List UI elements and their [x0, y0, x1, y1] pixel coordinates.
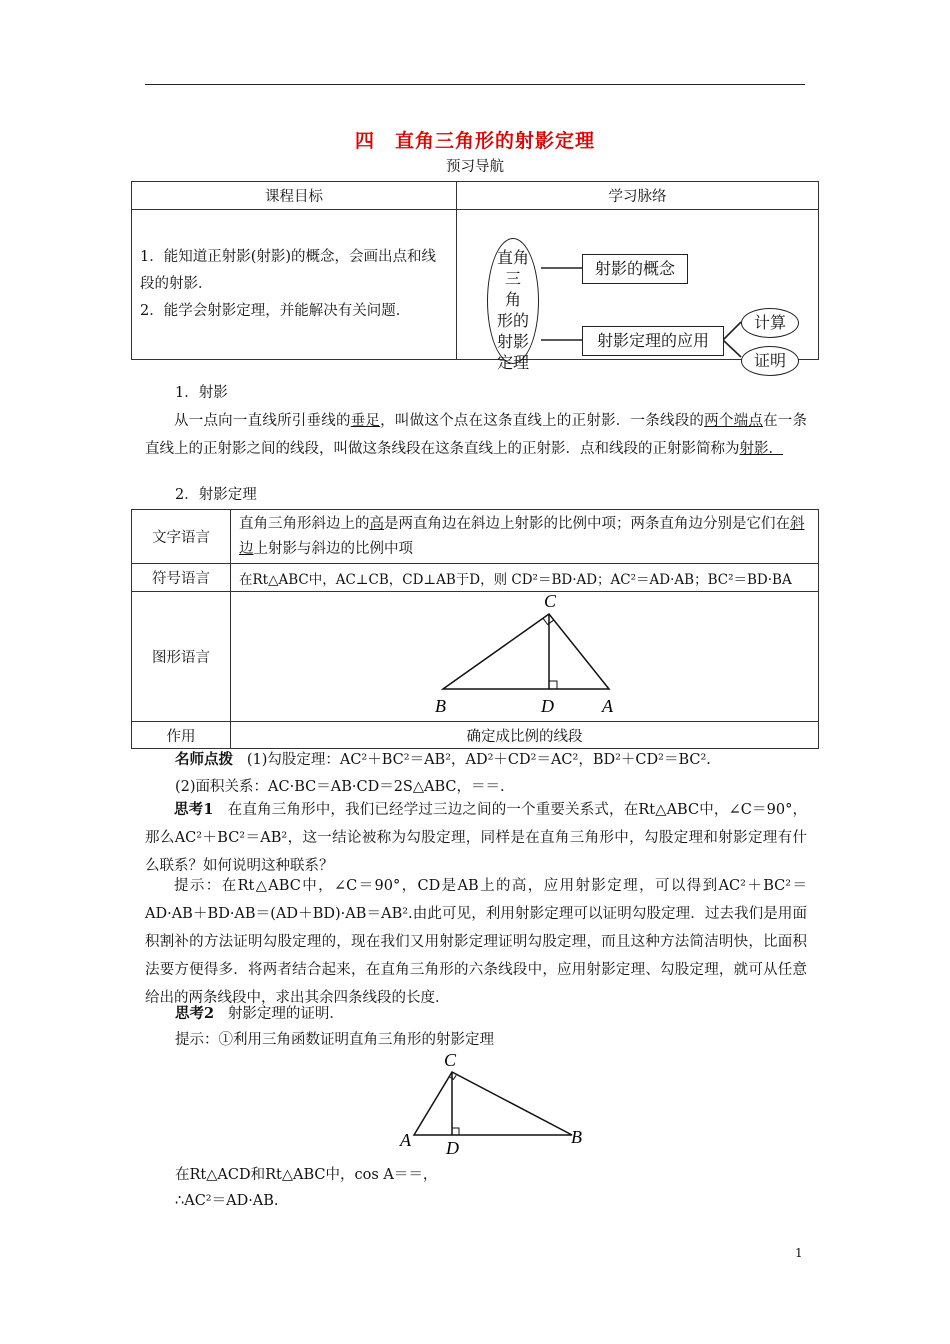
think1-text: 在直角三角形中，我们已经学过三边之间的一个重要关系式，在Rt△ABC中，∠C＝90°，那么AC²＋BC²＝AB²，这一结论被称为勾股定理，同样是在直角三角形中，勾股定理和射影定理有什么联系？如何说明这种联系？: [145, 802, 808, 874]
label-a: A: [400, 1130, 411, 1150]
text: 直角三角形斜边上的: [239, 515, 370, 532]
underlined-term: 斜边: [239, 515, 805, 557]
nav-col2-header: 学习脉络: [457, 182, 819, 210]
learning-map: [457, 210, 819, 372]
text: 上射影与斜边的比例中项: [253, 540, 413, 557]
think2-line-2: ∴AC²＝AD·AB.: [175, 1193, 279, 1209]
think2-question: [175, 1002, 344, 1023]
map-node-projection-concept: 射影的概念: [582, 254, 688, 284]
section2-heading: 2．射影定理: [175, 487, 257, 503]
row-label-text-language: 文字语言: [132, 510, 231, 564]
map-center-ellipse: [487, 238, 539, 372]
course-goals: [132, 210, 457, 360]
text: 在一条直线上的正射影之间的线段，叫做这条线段在这条直线上的正射影．点和线段的正射影简称为: [145, 413, 808, 457]
page-number: 1: [795, 1246, 803, 1260]
page-subtitle: 预习导航: [446, 159, 504, 175]
page-title: 四 直角三角形的射影定理: [354, 130, 595, 152]
underlined-term: 两个端点: [704, 413, 764, 429]
label-d: D: [446, 1138, 459, 1158]
map-node-theorem-application: 射影定理的应用: [582, 326, 724, 356]
map-center-line: 形的: [496, 311, 529, 330]
think2-hint: 提示：①利用三角函数证明直角三角形的射影定理: [175, 1032, 494, 1048]
nav-col1-header: 课程目标: [132, 182, 457, 210]
think1-hint: 提示：在Rt△ABC中，∠C＝90°，CD是AB上的高，应用射影定理，可以得到AC²＋BC²＝AD·AB＋BD·AB＝(AD＋BD)·AB＝AB².由此可见，利用射影定理可以证明勾股定理．过去我们是用面积割补的方法证明勾股定理的，现在我们又用射影定理证明勾股定理，而且这种方法简洁明快，比面积法要方便得多．将两者结合起来，在直角三角形的六条线段中，应用射影定理、勾股定理，就可从任意给出的两条线段中，求出其余四条线段的长度．: [145, 878, 807, 1006]
map-center-line: 定理: [496, 353, 529, 372]
think2-text: 射影定理的证明．: [227, 1006, 344, 1022]
row-symbol-language: 在Rt△ABC中，AC⊥CB，CD⊥AB于D，则 CD²＝BD·AD；AC²＝AD·AB；BC²＝BD·BA: [231, 564, 819, 592]
label-c: C: [444, 1050, 457, 1070]
tips-line-2: (2)面积关系：AC·BC＝AB·CD＝2S△ABC，＝＝.: [175, 779, 505, 795]
row-function: 确定成比例的线段: [231, 722, 819, 749]
map-center-line: 直角: [496, 248, 529, 267]
underlined-term: 射影．: [739, 441, 783, 457]
tips-text: (1)勾股定理：AC²＋BC²＝AB²，AD²＋CD²＝AC²，BD²＋CD²＝BC².: [246, 752, 711, 768]
section1-heading: 1．射影: [175, 385, 228, 401]
underlined-term: 高: [369, 515, 384, 532]
goal-1: 1．能知道正射影(射影)的概念，会画出点和线段的射影．: [140, 249, 437, 292]
row-text-language: [231, 510, 819, 564]
tips-line-1: [175, 748, 711, 769]
triangle-figure-2: [390, 1046, 600, 1158]
label-c: C: [544, 592, 557, 611]
row-figure: [231, 592, 819, 722]
goal-2: 2．能学会射影定理，并能解决有关问题．: [140, 303, 411, 319]
header-rule: [145, 84, 805, 85]
text: 从一点向一直线所引垂线的: [174, 413, 351, 429]
row-label-symbol-language: 符号语言: [132, 564, 231, 592]
think1-question: [145, 796, 807, 880]
label-b: B: [435, 696, 446, 716]
text: 是两直角边在斜边上射影的比例中项；两条直角边分别是它们在: [384, 515, 790, 532]
label-d: D: [541, 696, 554, 716]
think2-label: 思考2: [175, 1005, 215, 1022]
theorem-table: [131, 509, 819, 749]
map-center-line: 角: [504, 290, 521, 309]
map-leaf-calculation: 计算: [741, 308, 799, 338]
map-center-line: 射影: [496, 332, 529, 351]
nav-table: [131, 181, 819, 372]
label-a: A: [602, 696, 613, 716]
tips-label: 名师点拨: [175, 751, 233, 768]
underlined-term: 垂足: [350, 413, 381, 429]
map-leaf-proof: 证明: [741, 346, 799, 376]
section1-paragraph: [145, 407, 807, 463]
think1-label: 思考1: [174, 801, 214, 818]
triangle-figure-1: [231, 592, 819, 722]
map-center-line: 三: [504, 269, 521, 288]
text: ，叫做这个点在这条直线上的正射影．一条线段的: [380, 413, 705, 429]
row-label-function: 作用: [132, 722, 231, 749]
row-label-figure-language: 图形语言: [132, 592, 231, 722]
label-b: B: [571, 1127, 582, 1147]
think2-line-1: 在Rt△ACD和Rt△ABC中，cos A＝＝，: [175, 1167, 438, 1183]
